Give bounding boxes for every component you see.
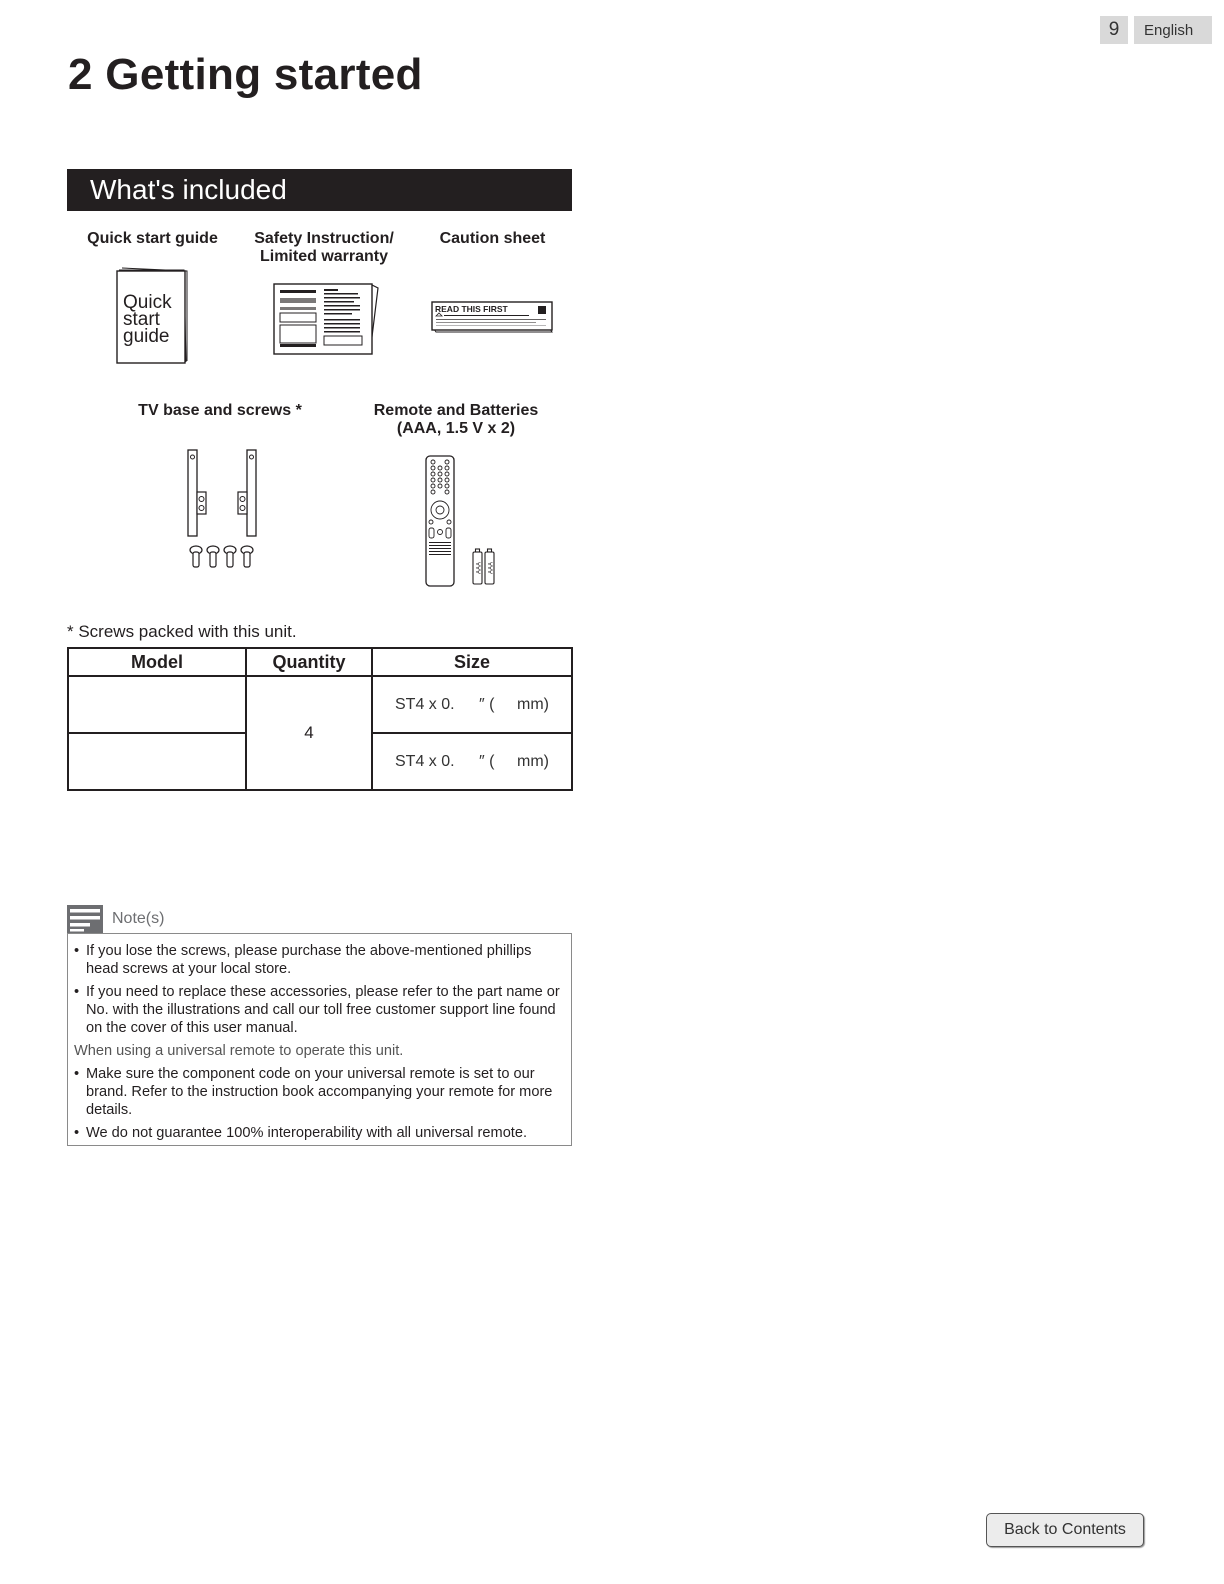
size-mm: mm) xyxy=(517,752,549,770)
caution-label: Caution sheet xyxy=(439,230,546,247)
tv-base-illustration xyxy=(178,448,268,576)
notes-icon xyxy=(67,905,103,933)
note-bullet: • We do not guarantee 100% interoperability with all universal remote. xyxy=(74,1124,565,1142)
size-prefix: ST4 x 0. xyxy=(395,752,455,770)
quick-start-guide-illustration xyxy=(112,266,192,366)
header-quantity: Quantity xyxy=(246,648,372,676)
remote-label xyxy=(360,402,552,438)
table-header-row xyxy=(68,648,572,676)
screws-footnote: * Screws packed with this unit. xyxy=(67,622,297,641)
remote-illustration xyxy=(420,454,500,590)
note-bullet: • Make sure the component code on your universal remote is set to our brand. Refer to the instruction book accompanying your remote for more details. xyxy=(74,1065,565,1119)
size-mm: mm) xyxy=(517,695,549,713)
model-cell xyxy=(68,733,246,790)
size-inch: ″ ( xyxy=(479,695,495,713)
quick-start-label: Quick start guide xyxy=(87,230,218,247)
note-bullet: • If you need to replace these accessories, please refer to the part name or No. with the illustrations and call our toll free customer support line found on the cover of this user manual. xyxy=(74,983,565,1037)
section-title: What's included xyxy=(67,169,572,211)
safety-label xyxy=(240,230,408,266)
screw-table xyxy=(67,647,573,791)
safety-label-line2: Limited warranty xyxy=(259,248,389,265)
language-tab: English xyxy=(1134,16,1212,44)
page-number: 9 xyxy=(1100,16,1128,44)
notes-subheading: When using a universal remote to operate this unit. xyxy=(74,1043,404,1059)
model-cell xyxy=(68,676,246,733)
booklet-text-line1: Quick xyxy=(123,292,172,313)
size-cell xyxy=(372,733,572,790)
size-inch: ″ ( xyxy=(479,752,495,770)
booklet-text-line3: guide xyxy=(123,326,170,347)
tv-base-label: TV base and screws * xyxy=(138,402,302,419)
back-to-contents-button[interactable]: Back to Contents xyxy=(986,1513,1144,1547)
size-cell xyxy=(372,676,572,733)
table-row xyxy=(68,676,572,733)
notes-box xyxy=(67,933,572,1146)
size-prefix: ST4 x 0. xyxy=(395,695,455,713)
caution-sheet-text: READ THIS FIRST xyxy=(435,304,508,314)
booklet-text-line2: start xyxy=(123,309,160,330)
note-bullet: • If you lose the screws, please purchase the above-mentioned phillips head screws at your local store. xyxy=(74,942,565,978)
quantity-cell: 4 xyxy=(246,676,372,790)
battery-label-1: AAA xyxy=(476,561,483,574)
caution-sheet-illustration xyxy=(430,299,555,335)
remote-label-line1: Remote and Batteries xyxy=(373,402,539,419)
notes-header xyxy=(67,905,267,933)
notes-title: Note(s) xyxy=(112,910,165,927)
header-size: Size xyxy=(372,648,572,676)
battery-label-2: AAA xyxy=(488,561,495,574)
safety-label-line1: Safety Instruction/ xyxy=(254,230,394,247)
remote-label-line2: (AAA, 1.5 V x 2) xyxy=(396,420,516,437)
safety-booklet-illustration xyxy=(270,280,380,358)
chapter-title: 2 Getting started xyxy=(68,50,423,99)
screws-group xyxy=(190,546,253,567)
header-model: Model xyxy=(68,648,246,676)
